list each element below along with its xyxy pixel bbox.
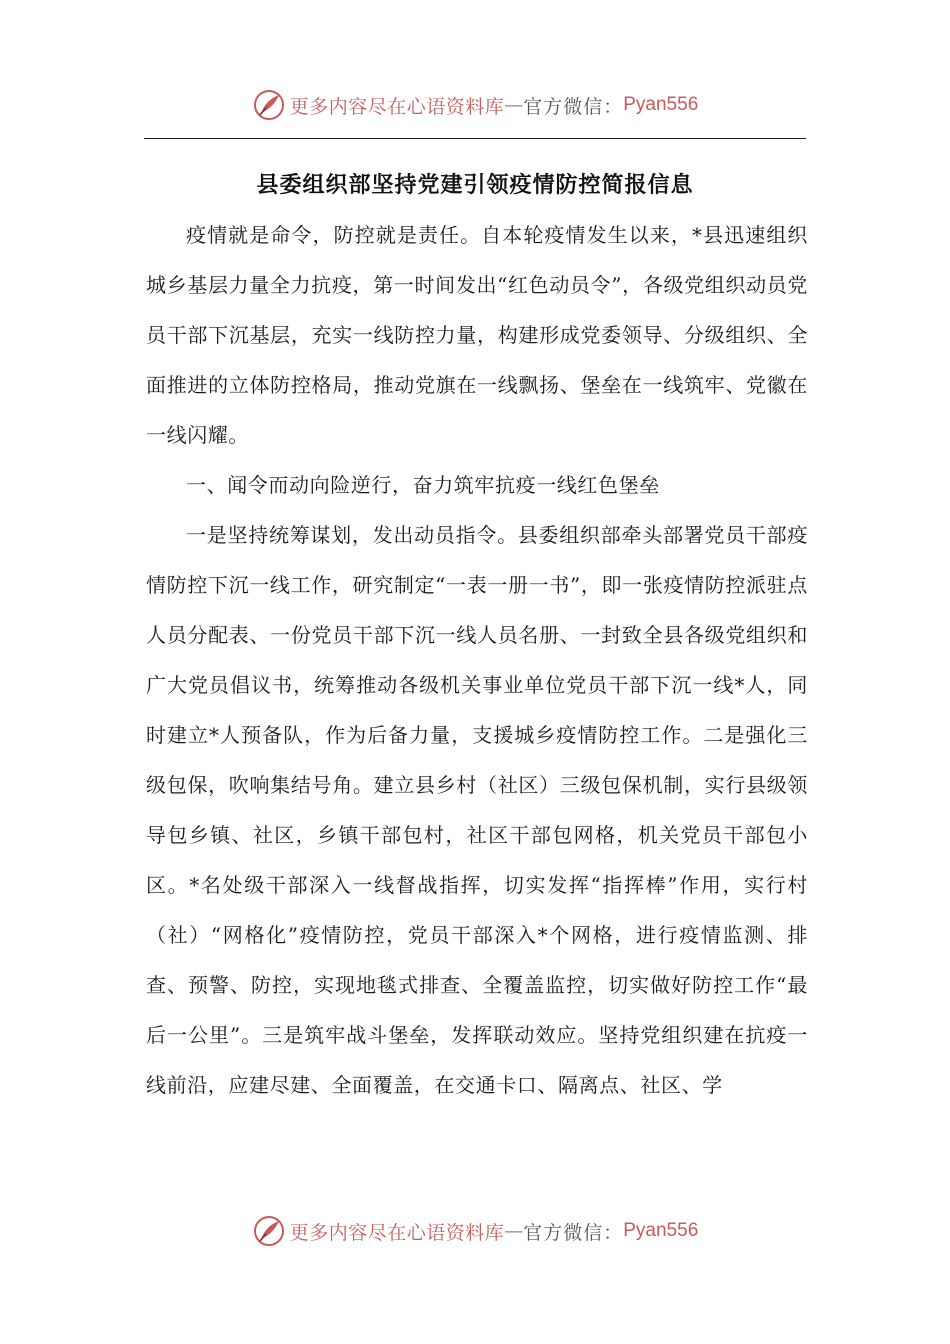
header-divider [144,138,806,139]
document-body [146,210,808,1110]
header-banner [0,80,950,130]
banner-dash: — [504,1220,524,1242]
document-title: 县委组织部坚持党建引领疫情防控简报信息 [256,173,694,198]
banner-official-label: 官方微信： [523,1221,624,1244]
paragraph: 一是坚持统筹谋划，发出动员指令。县委组织部牵头部署党员干部疫情防控下沉一线工作，研究制定“一表一册一书”，即一张疫情防控派驻点人员分配表、一份党员干部下沉一线人员名册、一封致全县各级党组织和广大党员倡议书，统筹推动各级机关事业单位党员干部下沉一线*人，同时建立*人预备队，作为后备力量，支援城乡疫情防控工作。二是强化三级包保，吹响集结号角。建立县乡村（社区）三级包保机制，实行县级领导包乡镇、社区，乡镇干部包村，社区干部包网格，机关党员干部包小区。*名处级干部深入一线督战指挥，切实发挥“指挥棒”作用，实行村（社）“网格化”疫情防控，党员干部深入*个网格，进行疫情监测、排查、预警、防控，实现地毯式排查、全覆盖监控，切实做好防控工作“最后一公里”。三是筑牢战斗堡垒，发挥联动效应。坚持党组织建在抗疫一线前沿，应建尽建、全面覆盖，在交通卡口、隔离点、社区、学 [146,523,808,1097]
feather-pen-logo-icon [252,1214,286,1248]
banner-wechat-id: Pyan556 [623,1220,699,1241]
banner-wechat-id: Pyan556 [623,94,699,115]
banner-brand-text: 更多内容尽在心语资料库 [289,1221,505,1244]
banner-dash: — [504,94,524,116]
banner-official-label: 官方微信： [523,95,624,118]
banner-brand-text: 更多内容尽在心语资料库 [289,95,505,118]
paragraph: 疫情就是命令，防控就是责任。自本轮疫情发生以来，*县迅速组织城乡基层力量全力抗疫，第一时间发出“红色动员令”，各级党组织动员党员干部下沉基层，充实一线防控力量，构建形成党委领导、分级组织、全面推进的立体防控格局，推动党旗在一线飘扬、堡垒在一线筑牢、党徽在一线闪耀。 [146,223,808,447]
feather-pen-logo-icon [252,88,286,122]
section-heading: 一、闻令而动向险逆行，奋力筑牢抗疫一线红色堡垒 [186,473,660,497]
footer-banner [0,1206,950,1256]
